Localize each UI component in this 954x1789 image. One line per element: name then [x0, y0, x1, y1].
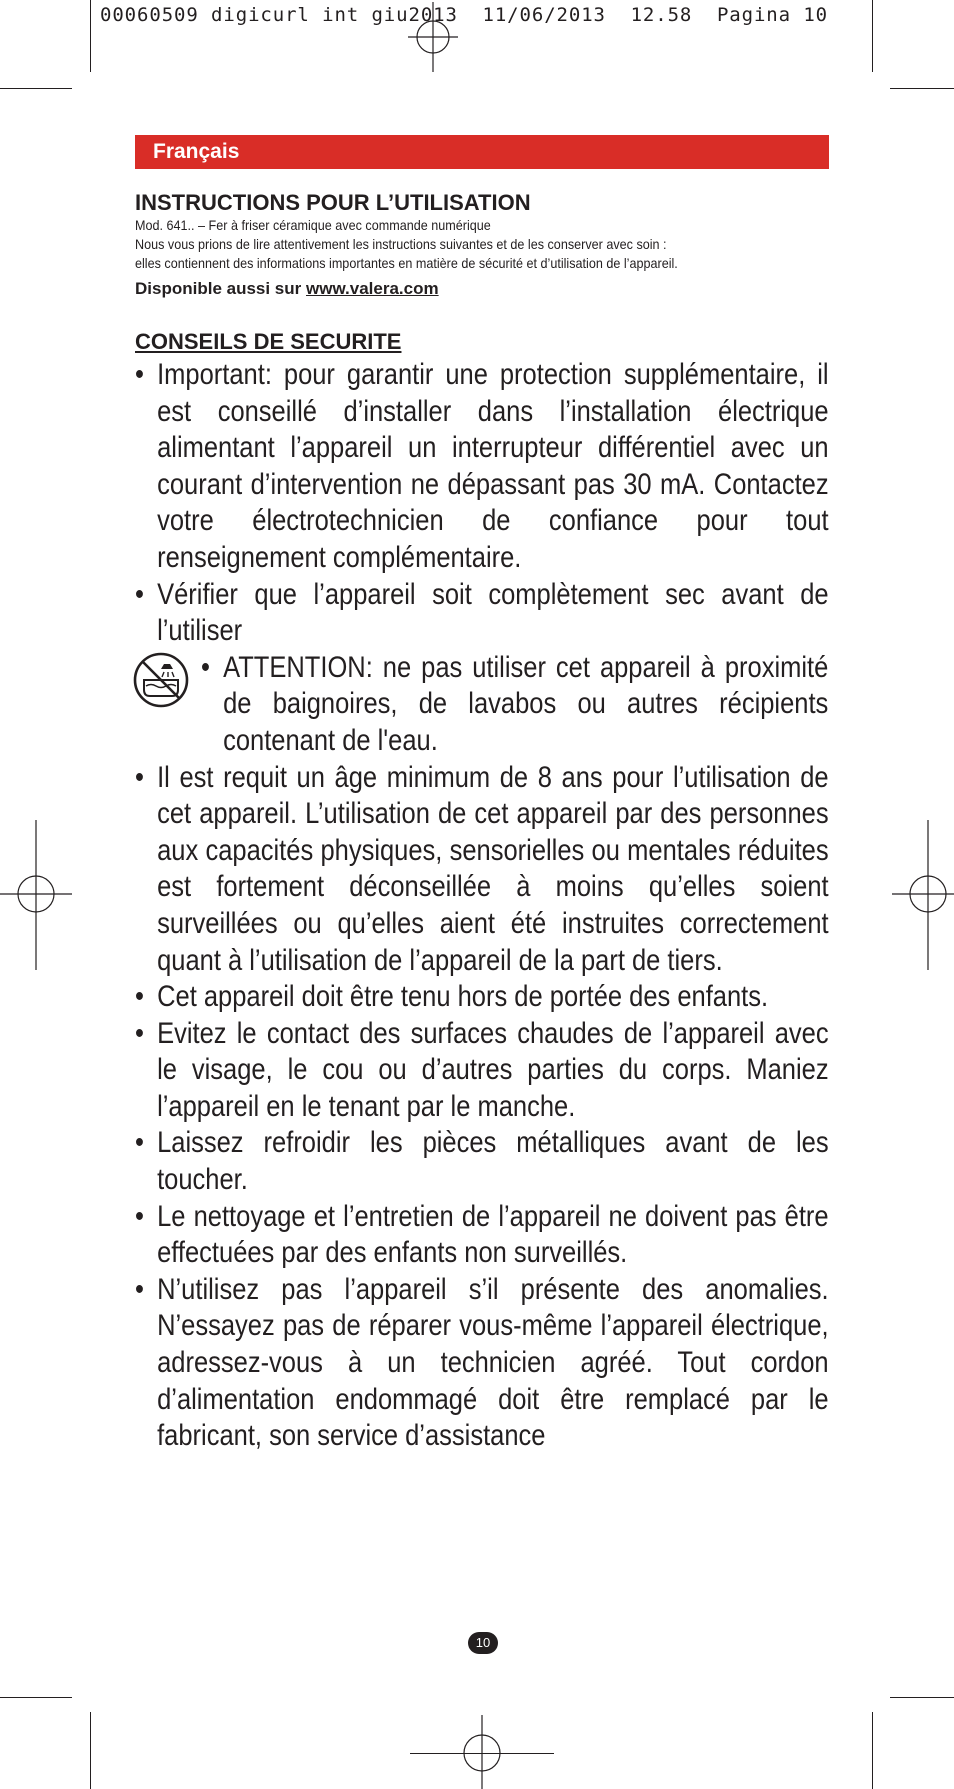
no-water-bathtub-icon: [131, 650, 191, 710]
page-number: 10: [468, 1632, 498, 1654]
manual-content: [135, 190, 829, 1455]
list-item: [135, 979, 829, 1016]
crop-mark: [0, 1697, 72, 1698]
bullet-dot: •: [201, 650, 210, 684]
list-item-text: Vérifier que l’appareil soit complètement sec avant de l’utiliser: [157, 577, 829, 648]
crop-mark: [872, 0, 873, 72]
model-line: Mod. 641.. – Fer à friser céramique avec commande numérique: [135, 217, 491, 233]
intro-line: elles contiennent des informations importantes en matière de sécurité et d’utilisation de l’appareil.: [135, 255, 678, 271]
crop-mark: [90, 1712, 91, 1789]
bullet-dot: •: [135, 760, 144, 794]
registration-mark-right: [892, 820, 954, 970]
registration-mark-top: [408, 2, 458, 72]
bullet-dot: •: [135, 358, 144, 391]
section-title: CONSEILS DE SECURITE: [135, 329, 402, 354]
bullet-dot: •: [135, 577, 144, 611]
list-item-text: Laissez refroidir les pièces métalliques avant de les toucher.: [157, 1126, 829, 1197]
available-prefix: Disponible aussi sur: [135, 279, 306, 298]
list-item-text: Important: pour garantir une protection supplémentaire, il est conseillé d’installer dans l’installation électrique alimentant l’appareil un interrupteur différentiel avec un courant d’intervention ne dépassant pas 30 mA. Contactez votre électrotechnicien de confiance pour tout renseignement complémentaire.: [157, 358, 829, 574]
list-item-text: Evitez le contact des surfaces chaudes de l’appareil avec le visage, le cou ou d’autres parties du corps. Maniez l’appareil en le tenant par le manche.: [157, 1016, 829, 1123]
bullet-dot: •: [135, 1199, 144, 1233]
list-item-text: Cet appareil doit être tenu hors de portée des enfants.: [157, 980, 769, 1014]
list-item-text: ATTENTION: ne pas utiliser cet appareil à proximité de baignoires, de lavabos ou autres récipients contenant de l'eau.: [223, 650, 829, 757]
website-link[interactable]: www.valera.com: [306, 279, 439, 298]
list-item: [135, 760, 829, 980]
language-tab: Français: [135, 135, 829, 169]
crop-mark: [410, 1753, 554, 1754]
list-item: [135, 1016, 829, 1126]
crop-mark: [90, 0, 91, 72]
registration-mark-left: [0, 820, 72, 970]
crop-mark: [890, 88, 954, 89]
list-item: [135, 577, 829, 650]
bullet-dot: •: [135, 980, 144, 1014]
registration-mark-bottom: [408, 1715, 548, 1789]
available-note: [135, 278, 829, 300]
crop-mark: [0, 88, 72, 89]
list-item: [135, 1125, 829, 1198]
list-item-text: N’utilisez pas l’appareil s’il présente des anomalies. N’essayez pas de réparer vous-même l’appareil électrique, adressez-vous à un technicien agréé. Tout cordon d’alimentation endommagé doit être remplacé par le fabricant, son service d’assistance: [157, 1272, 829, 1453]
print-header: 00060509 digicurl int giu2013 11/06/2013 12.58 Pagina 10: [100, 4, 828, 26]
list-item: [201, 650, 828, 760]
list-item: [135, 1272, 829, 1455]
safety-list: [135, 357, 829, 1455]
warning-item: [135, 650, 829, 760]
intro-line: Nous vous prions de lire attentivement les instructions suivantes et de les conserver avec soin :: [135, 236, 667, 252]
list-item-text: Il est requit un âge minimum de 8 ans pour l’utilisation de cet appareil. L’utilisation de cet appareil par des personnes aux capacités physiques, sensorielles ou mentales réduites est fortement déconseillée à moins qu’elles soient surveillées ou qu’elles aient été instruites correctement quant à l’utilisation de l’appareil de la part de tiers.: [157, 760, 829, 977]
bullet-dot: •: [135, 1272, 144, 1306]
page-title: INSTRUCTIONS POUR L’UTILISATION: [135, 190, 531, 215]
crop-mark: [890, 1697, 954, 1698]
bullet-dot: •: [135, 1016, 144, 1050]
list-item: [135, 357, 829, 577]
list-item: [135, 1199, 829, 1272]
crop-mark: [872, 1712, 873, 1789]
list-item-text: Le nettoyage et l’entretien de l’appareil ne doivent pas être effectuées par des enfants non surveillés.: [157, 1199, 829, 1270]
bullet-dot: •: [135, 1126, 144, 1160]
